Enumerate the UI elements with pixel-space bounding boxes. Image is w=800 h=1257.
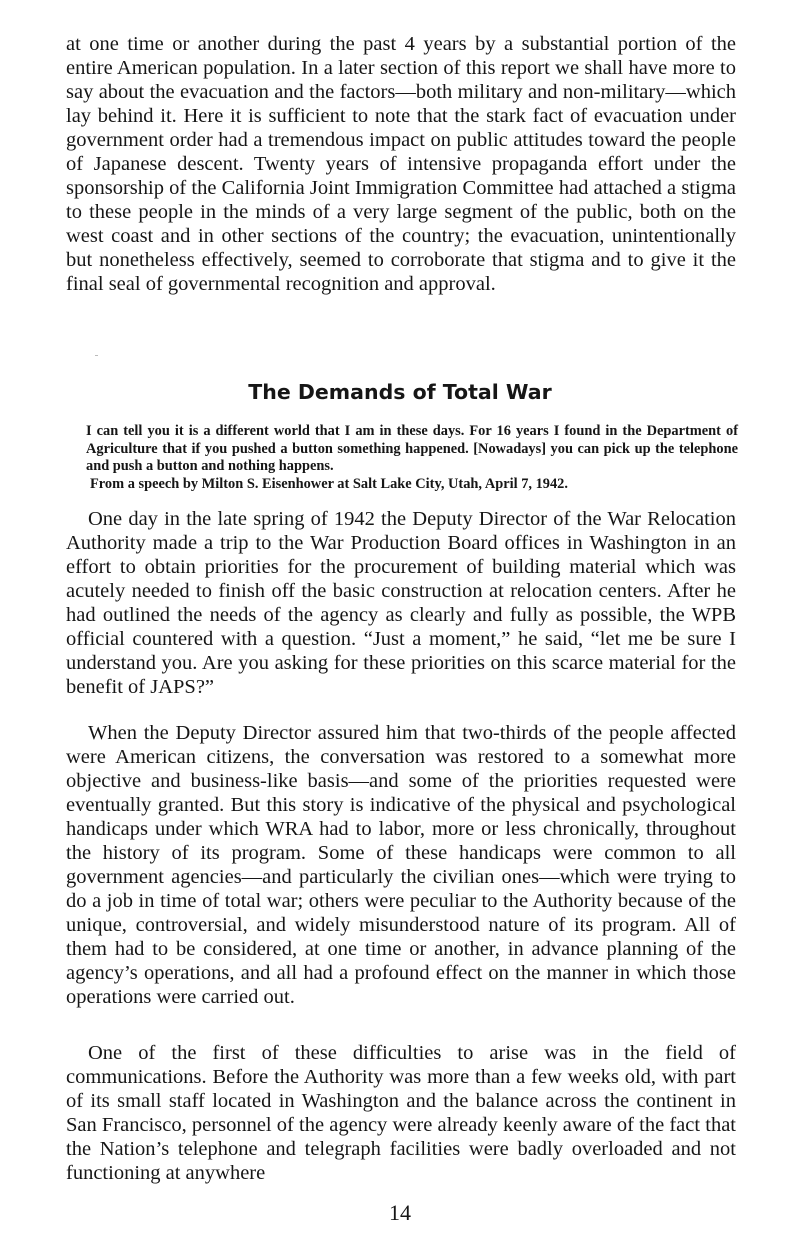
paragraph-handicaps: When the Deputy Director assured him that two-thirds of the people affected were American citizens, the conversation was restored to a somewhat more objective and business-like basis—and some of the priorities requested were eventually granted. But this story is indicative of the physical and psychological handicaps under which WRA had to labor, more or less chronically, throughout the history of its program. Some of these handicaps were common to all government agencies—and particularly the civilian ones—which were trying to do a job in time of total war; others were peculiar to the Authority because of the unique, controversial, and widely misunderstood nature of its program. All of them had to be considered, at one time or another, in advance planning of the agency’s operations, and all had a profound effect on the manner in which those operations were carried out. [66, 722, 736, 1008]
paragraph-wpb-visit: One day in the late spring of 1942 the Deputy Director of the War Relocation Authority made a trip to the War Production Board offices in Washington in an effort to obtain priorities for the procurement of building material which was acutely needed to finish off the basic construction at relocation centers. After he had outlined the needs of the agency as clearly and fully as possible, the WPB official countered with a question. “Just a moment,” he said, “let me be sure I understand you. Are you asking for these priorities on this scarce material for the benefit of JAPS?” [66, 508, 736, 698]
paragraph-evacuation-impact: at one time or another during the past 4 years by a substantial portion of the entire American population. In a later section of this report we shall have more to say about the evacuation and the factors—both military and non-military—which lay behind it. Here it is sufficient to note that the stark fact of evacuation under government order had a tremendous impact on public attitudes toward the people of Japanese descent. Twenty years of intensive propaganda effort under the sponsorship of the California Joint Immigration Committee had attached a stigma to these people in the minds of a very large segment of the public, both on the west coast and in other sections of the country; the evacuation, unintentionally but nonetheless effectively, seemed to corroborate that stigma and to give it the final seal of governmental recognition and approval. [66, 33, 736, 295]
scan-mark [95, 355, 98, 356]
epigraph-quote [86, 423, 738, 493]
paragraph-communications: One of the first of these difficulties to arise was in the field of communications. Before the Authority was more than a few weeks old, with part of its small staff located in Washington and the balance across the continent in San Francisco, personnel of the agency were already keenly aware of the fact that the Nation’s telephone and telegraph facilities were badly overloaded and not functioning at anywhere [66, 1042, 736, 1184]
page-number: 14 [389, 1200, 411, 1225]
quote-text: I can tell you it is a different world that I am in these days. For 16 years I found in the Department of Agriculture that if you pushed a button something happened. [Nowadays] you can pick up the telephone and push a button and nothing happens. [86, 423, 738, 474]
section-heading: The Demands of Total War [248, 380, 552, 404]
quote-attribution: From a speech by Milton S. Eisenhower at Salt Lake City, Utah, April 7, 1942. [90, 475, 568, 492]
